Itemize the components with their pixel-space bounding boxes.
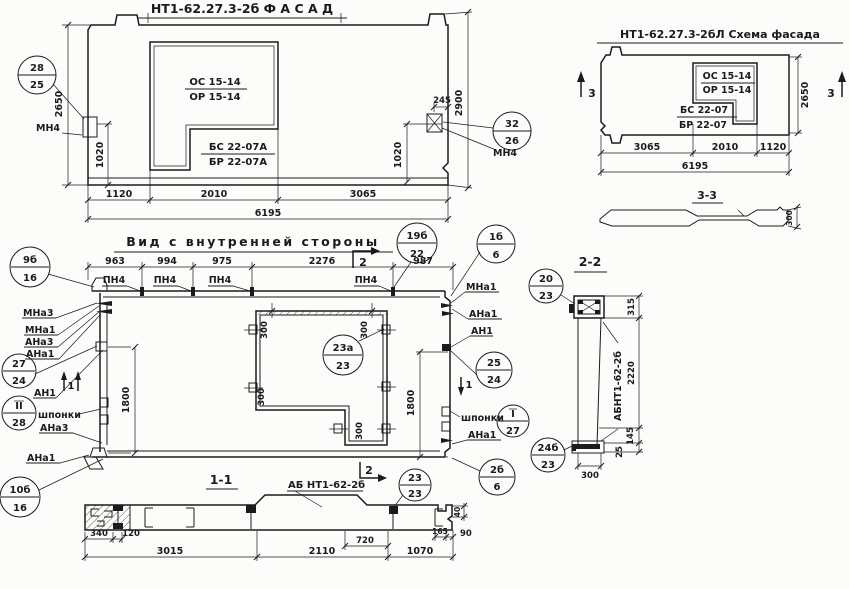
svg-text:22: 22	[410, 249, 424, 260]
section-2-marker-bottom	[360, 462, 387, 482]
inner-top-dims	[85, 256, 456, 290]
section-2-2-title: 2-2	[578, 254, 602, 269]
svg-text:3: 3	[588, 87, 596, 100]
inner-panel-outline	[84, 278, 454, 469]
svg-text:245: 245	[433, 96, 451, 106]
dim-1800-right	[406, 349, 448, 460]
key-notch	[442, 407, 450, 416]
sec22-top-element	[569, 296, 604, 318]
sec22-bottom-element	[572, 441, 604, 453]
scheme-title: НТ1-62.27.3-2бЛ Схема фасада	[620, 28, 820, 41]
label-ana1-right: АНа1	[469, 309, 498, 320]
svg-text:24б: 24б	[537, 443, 559, 454]
label-ab-member: АБНТ1-62-2б	[613, 351, 624, 421]
window-mark-or: ОР 15-14	[702, 85, 752, 96]
window-mark-or: ОР 15-14	[189, 92, 241, 103]
facade-title: НТ1-62.27.3-2б Ф А С А Д	[150, 1, 334, 16]
svg-text:145: 145	[626, 427, 636, 445]
svg-text:1070: 1070	[406, 546, 434, 557]
label-ab-panel: АБ НТ1-62-2б	[288, 480, 366, 491]
label-an1-right: АН1	[471, 326, 493, 337]
section-3-3	[600, 189, 801, 230]
svg-text:16: 16	[13, 503, 27, 514]
section-2-2	[529, 254, 643, 481]
svg-text:2650: 2650	[54, 90, 65, 118]
svg-text:1: 1	[465, 380, 473, 391]
svg-text:23: 23	[539, 291, 553, 302]
inner-opening	[244, 303, 396, 445]
section-1-marker-left	[61, 371, 81, 392]
label-shponki-left: шпонки	[38, 410, 81, 421]
svg-text:23а: 23а	[332, 343, 354, 354]
svg-text:165: 165	[432, 527, 448, 536]
inner-view-drawing	[0, 223, 529, 517]
svg-text:300: 300	[257, 388, 267, 406]
label-pn4: ПН4	[208, 275, 232, 286]
svg-text:6195: 6195	[254, 208, 282, 219]
scheme-drawing	[577, 28, 846, 176]
svg-text:23: 23	[541, 460, 555, 471]
svg-text:10б: 10б	[9, 485, 31, 496]
svg-text:16: 16	[23, 273, 37, 284]
svg-text:994: 994	[157, 256, 177, 267]
svg-text:3065: 3065	[349, 189, 377, 200]
dim-2650-left	[54, 22, 91, 188]
section-3-3-profile	[600, 207, 788, 226]
key-notch	[442, 422, 450, 431]
section-1-marker-right	[458, 377, 473, 396]
svg-text:2: 2	[359, 256, 367, 269]
svg-text:120: 120	[122, 529, 140, 539]
inner-view-title: Вид с внутренней стороны	[126, 234, 380, 249]
callout-bottom: 26	[505, 136, 519, 147]
label-pn4: ПН4	[354, 275, 378, 286]
svg-text:27: 27	[12, 359, 26, 370]
svg-text:1020: 1020	[393, 141, 404, 169]
svg-text:2276: 2276	[308, 256, 336, 267]
dim-1020-right	[393, 121, 442, 185]
label-pn4: ПН4	[153, 275, 177, 286]
svg-text:720: 720	[356, 536, 374, 546]
svg-text:1б: 1б	[489, 232, 503, 243]
svg-text:24: 24	[487, 375, 501, 386]
svg-text:3: 3	[827, 87, 835, 100]
svg-text:963: 963	[105, 256, 125, 267]
svg-text:300: 300	[260, 321, 270, 339]
svg-text:2010: 2010	[711, 142, 739, 153]
svg-text:23: 23	[408, 473, 422, 484]
svg-text:2650: 2650	[800, 81, 811, 109]
svg-text:II: II	[15, 401, 23, 412]
svg-text:3065: 3065	[633, 142, 661, 153]
svg-text:23: 23	[336, 361, 350, 372]
inner-left-labels	[0, 247, 103, 517]
label-an1: АН1	[34, 388, 56, 399]
dim-2650-scheme	[789, 54, 811, 136]
section-3-marker-right	[827, 71, 846, 100]
section-2-marker-top	[353, 247, 380, 269]
label-ana1: АНа1	[26, 349, 55, 360]
window-mark-bs: БС 22-07А	[208, 142, 268, 153]
svg-text:1800: 1800	[121, 386, 132, 414]
svg-text:1120: 1120	[105, 189, 133, 200]
dim-1800-left	[108, 344, 138, 456]
svg-text:340: 340	[90, 529, 108, 539]
svg-text:1120: 1120	[759, 142, 787, 153]
svg-text:25: 25	[487, 358, 501, 369]
svg-text:1: 1	[67, 381, 75, 392]
anchors	[113, 505, 443, 529]
svg-text:25: 25	[615, 446, 625, 458]
svg-text:3015: 3015	[156, 546, 184, 557]
svg-text:6: 6	[493, 482, 501, 493]
svg-text:24: 24	[12, 376, 26, 387]
svg-text:19б: 19б	[406, 231, 428, 242]
embed-plate-left	[83, 117, 97, 137]
svg-text:300: 300	[581, 471, 599, 481]
label-shponki-right: шпонки	[461, 413, 504, 424]
svg-text:27: 27	[506, 426, 520, 437]
label-mna3: МНа3	[23, 308, 54, 319]
svg-text:28: 28	[12, 418, 26, 429]
svg-text:I: I	[511, 409, 515, 420]
label-mna1: МНа1	[25, 325, 56, 336]
svg-text:6195: 6195	[681, 161, 709, 172]
section-1-1	[82, 469, 472, 561]
svg-text:20: 20	[539, 274, 553, 285]
svg-text:6: 6	[492, 250, 500, 261]
svg-text:300: 300	[785, 210, 794, 226]
svg-text:9б: 9б	[23, 255, 37, 266]
label-mn4-left: МН4	[35, 123, 60, 134]
section-3-3-title: 3-3	[697, 189, 717, 202]
label-mn4-right: МН4	[492, 148, 518, 159]
dim-300-sec33	[785, 204, 801, 230]
svg-text:90: 90	[460, 529, 472, 539]
svg-text:987: 987	[413, 256, 433, 267]
section-1-1-title: 1-1	[209, 472, 233, 487]
callout-top: 28	[30, 63, 44, 74]
svg-text:1800: 1800	[406, 389, 417, 417]
svg-text:1020: 1020	[95, 141, 106, 169]
sec22-member-right-edge	[597, 318, 601, 446]
label-mna1-right: МНа1	[466, 282, 497, 293]
svg-text:315: 315	[627, 298, 637, 316]
window-mark-bs: БС 22-07	[680, 105, 728, 116]
scheme-bottom-dims	[598, 124, 792, 176]
window-mark-os: ОС 15-14	[702, 71, 752, 82]
label-ana3-bottom: АНа3	[40, 423, 69, 434]
svg-text:23: 23	[408, 489, 422, 500]
sec11-dims	[82, 503, 472, 561]
callout-top: 32	[505, 119, 519, 130]
svg-text:40: 40	[453, 506, 462, 518]
svg-text:2010: 2010	[200, 189, 228, 200]
svg-text:2: 2	[365, 464, 373, 477]
facade-window-marks	[185, 77, 275, 168]
section-3-marker-left	[577, 71, 596, 100]
window-mark-br: БР 22-07	[679, 120, 727, 131]
svg-text:300: 300	[360, 321, 370, 339]
window-mark-br: БР 22-07А	[208, 157, 268, 168]
svg-text:300: 300	[355, 422, 365, 440]
svg-text:2б: 2б	[490, 465, 504, 476]
callout-bottom: 25	[30, 80, 44, 91]
pn4-labels	[102, 275, 395, 296]
label-pn4: ПН4	[102, 275, 126, 286]
svg-text:2110: 2110	[308, 546, 336, 557]
label-ana1-right2: АНа1	[468, 430, 497, 441]
svg-text:2900: 2900	[454, 89, 465, 117]
svg-text:2220: 2220	[627, 361, 637, 385]
svg-text:975: 975	[212, 256, 232, 267]
anchor-an1	[442, 344, 451, 351]
facade-drawing	[18, 1, 531, 223]
label-ana1-bottom: АНа1	[27, 453, 56, 464]
window-mark-os: ОС 15-14	[189, 77, 241, 88]
lifting-loop-bottom	[90, 448, 107, 457]
label-ana3: АНа3	[25, 337, 54, 348]
